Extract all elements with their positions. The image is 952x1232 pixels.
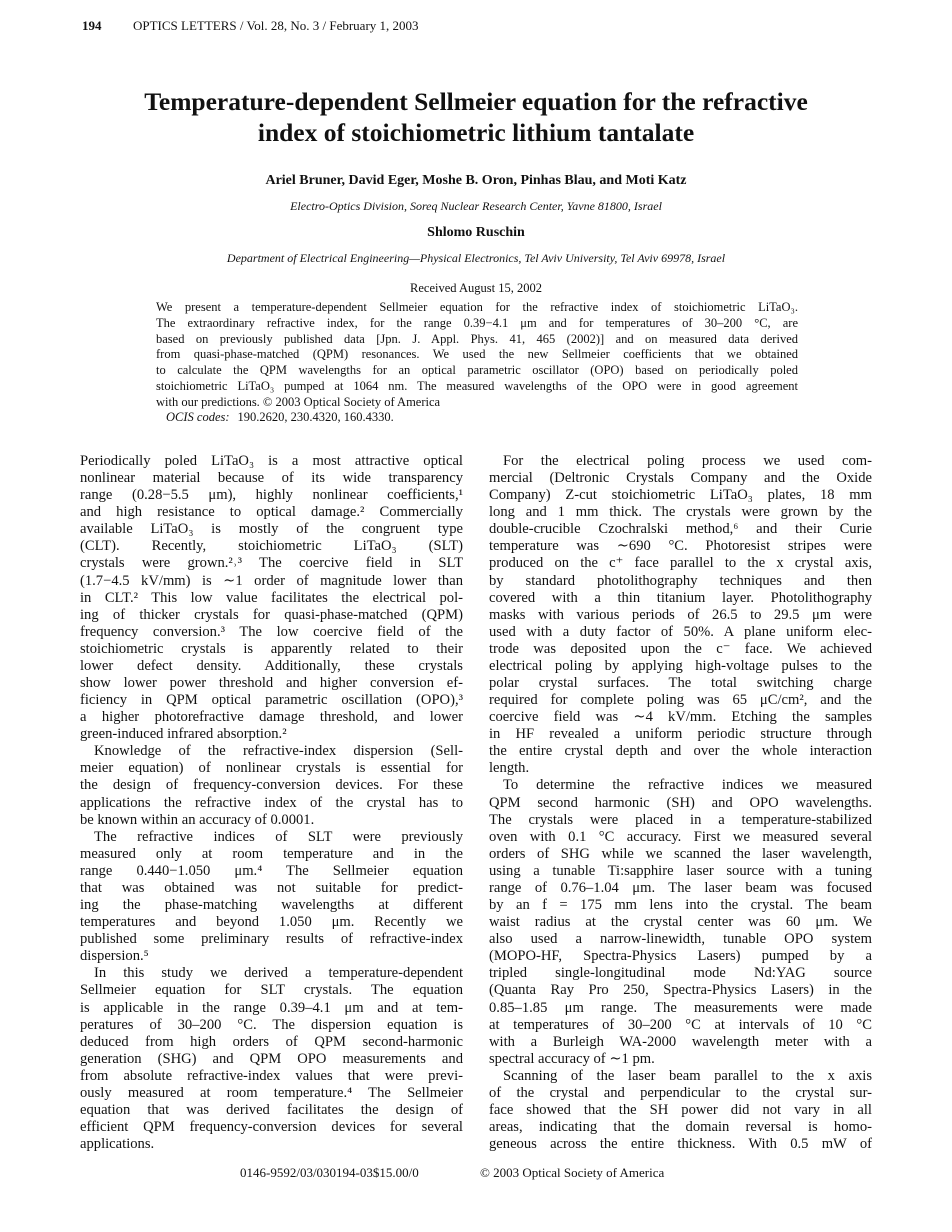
text-line: (Quanta Ray Pro 250, Spectra-Physics Lasers) in the bbox=[489, 982, 872, 999]
ocis-codes bbox=[166, 410, 394, 425]
text-line: be known within an accuracy of 0.0001. bbox=[80, 811, 315, 828]
authors: Shlomo Ruschin bbox=[427, 225, 525, 240]
text-line: show lower power threshold and higher conversion ef- bbox=[80, 675, 463, 692]
text-line: from quasi-phase-matched (QPM) resonances. We used the new Sellmeier coefficients that we obtained bbox=[156, 347, 798, 362]
text-line: Periodically poled LiTaO₃ is a most attractive optical bbox=[80, 453, 463, 469]
text-line: Knowledge of the refractive-index dispersion (Sell- bbox=[94, 743, 463, 760]
text-line: that was obtained was not suitable for predict- bbox=[80, 879, 463, 896]
text-line: electrical poling by applying high-voltage pulses to the bbox=[489, 657, 872, 674]
text-line: orders of SHG while we scanned the laser wavelength, bbox=[489, 845, 872, 862]
text-line: crystals were grown.²˒³ The coercive field in SLT bbox=[80, 555, 463, 572]
text-line: polar crystal surfaces. The total switching charge bbox=[489, 675, 872, 692]
text-line: covered with a thin titanium layer. Photolithography bbox=[489, 589, 872, 606]
text-line: ficiency in QPM optical parametric oscillation (OPO),³ bbox=[80, 692, 463, 709]
text-line: long and 1 mm thick. The crystals were grown by the bbox=[489, 504, 872, 521]
text-line: stoichiometric crystals is apparently related to their bbox=[80, 640, 463, 657]
text-line: applications the refractive index of the crystal has to bbox=[80, 794, 463, 811]
text-line: efficient QPM frequency-conversion devices for several bbox=[80, 1119, 463, 1136]
text-line: oven with 0.1 °C accuracy. First we measured several bbox=[489, 828, 872, 845]
text-line: We present a temperature-dependent Sellmeier equation for the refractive index of stoichiometric LiTaO₃. bbox=[156, 300, 798, 314]
text-line: green-induced infrared absorption.² bbox=[80, 726, 287, 743]
text-line: to calculate the QPM wavelengths for an optical parametric oscillator (OPO) based on periodically poled bbox=[156, 363, 798, 378]
abstract bbox=[156, 300, 798, 411]
text-line: tripled single-longitudinal mode Nd:YAG source bbox=[489, 965, 872, 982]
text-line: the entire crystal depth and over the whole interaction bbox=[489, 743, 872, 760]
page-number: 194 bbox=[82, 18, 102, 33]
body-column-left bbox=[80, 453, 463, 1153]
text-line: ing of thicker crystals for quasi-phase-matched (QPM) bbox=[80, 606, 463, 623]
text-line: waist radius at the crystal center was 60 μm. We bbox=[489, 914, 872, 931]
text-line: lower defect density. Additionally, these crystals bbox=[80, 657, 463, 674]
text-line: peratures of 30–200 °C. The dispersion equation is bbox=[80, 1016, 463, 1033]
text-line: The crystals were placed in a temperature-stabilized bbox=[489, 811, 872, 828]
text-line: face showed that the SH power did not vary in all bbox=[489, 1101, 872, 1118]
text-line: The refractive indices of SLT were previously bbox=[94, 828, 463, 845]
text-line: used with a duty factor of 50%. A plane uniform elec- bbox=[489, 623, 872, 640]
text-line: To determine the refractive indices we measured bbox=[503, 777, 872, 794]
text-line: range 0.440−1.050 μm.⁴ The Sellmeier equation bbox=[80, 862, 463, 879]
text-line: Company) Z-cut stoichiometric LiTaO₃ plates, 18 mm bbox=[489, 487, 872, 504]
text-line: also used a narrow-linewidth, tunable OPO system bbox=[489, 931, 872, 948]
text-line: spectral accuracy of ∼1 pm. bbox=[489, 1050, 655, 1067]
text-line: (MOPO-HF, Spectra-Physics Lasers) pumped by a bbox=[489, 948, 872, 965]
text-line: frequency conversion.³ The low coercive field of the bbox=[80, 623, 463, 640]
text-line: dispersion.⁵ bbox=[80, 948, 149, 965]
paper-title bbox=[0, 86, 952, 148]
ocis-label: OCIS codes: bbox=[166, 410, 230, 424]
text-line: and high resistance to optical damage.² Commercially bbox=[80, 504, 463, 521]
text-line: The extraordinary refractive index, for the range 0.39−4.1 μm and for temperatures of 30–200 °C, are bbox=[156, 315, 798, 330]
text-line: applications. bbox=[80, 1136, 155, 1153]
text-line: with our predictions. © 2003 Optical Society of America bbox=[156, 394, 441, 409]
text-line: For the electrical poling process we used com- bbox=[503, 453, 872, 469]
text-line: stoichiometric LiTaO₃ pumped at 1064 nm. The measured wavelengths of the OPO were in good agreement bbox=[156, 378, 798, 393]
footer-copyright: © 2003 Optical Society of America bbox=[480, 1165, 665, 1180]
text-line: coercive field was ∼4 kV/mm. Etching the samples bbox=[489, 709, 872, 726]
text-line: nonlinear material because of its wide transparency bbox=[80, 470, 463, 487]
text-line: QPM second harmonic (SH) and OPO wavelengths. bbox=[489, 794, 872, 811]
text-line: masks with various periods of 26.5 to 29.5 μm were bbox=[489, 606, 872, 623]
text-line: based on previously published data [Jpn. J. Appl. Phys. 41, 465 (2002)] and on measured data derived bbox=[156, 331, 798, 346]
text-line: areas, indicating that the domain reversal is homo- bbox=[489, 1119, 872, 1136]
received-date: Received August 15, 2002 bbox=[410, 281, 542, 295]
text-line: available LiTaO₃ is mostly of the congruent type bbox=[80, 521, 463, 538]
text-line: (CLT). Recently, stoichiometric LiTaO₃ (SLT) bbox=[80, 538, 463, 555]
text-line: Sellmeier equation for SLT crystals. The equation bbox=[80, 982, 463, 999]
text-line: range of 0.76–1.04 μm. The laser beam was focused bbox=[489, 879, 872, 896]
affiliation: Electro-Optics Division, Soreq Nuclear Research Center, Yavne 81800, Israel bbox=[290, 199, 662, 213]
text-line: mercial (Deltronic Crystals Company and the Oxide bbox=[489, 470, 872, 487]
text-line: at temperatures of 30–200 °C at intervals of 10 °C bbox=[489, 1016, 872, 1033]
text-line: generation (SHG) and QPM OPO measurements and bbox=[80, 1050, 463, 1067]
body-column-right bbox=[489, 453, 872, 1153]
text-line: Scanning of the laser beam parallel to the x axis bbox=[503, 1067, 872, 1084]
text-line: temperatures and beyond 1.050 μm. Recently we bbox=[80, 914, 463, 931]
text-line: geneous across the entire thickness. With 0.5 mW of bbox=[489, 1136, 872, 1153]
ocis-values: 190.2620, 230.4320, 160.4330. bbox=[237, 410, 394, 424]
text-line: produced on the c⁺ face parallel to the x crystal axis, bbox=[489, 555, 872, 572]
text-line: published some preliminary results of refractive-index bbox=[80, 931, 463, 948]
text-line: temperature was ∼690 °C. Photoresist stripes were bbox=[489, 538, 872, 555]
text-line: In this study we derived a temperature-dependent bbox=[94, 965, 463, 982]
text-line: ously measured at room temperature.⁴ The Sellmeier bbox=[80, 1084, 463, 1101]
authors: Ariel Bruner, David Eger, Moshe B. Oron, Pinhas Blau, and Moti Katz bbox=[265, 173, 687, 188]
affiliation: Department of Electrical Engineering—Physical Electronics, Tel Aviv University, Tel Aviv 69978, Israel bbox=[226, 251, 726, 265]
title-line: index of stoichiometric lithium tantalate bbox=[257, 118, 695, 147]
running-header: OPTICS LETTERS / Vol. 28, No. 3 / February 1, 2003 bbox=[133, 18, 419, 33]
text-line: by an f = 175 mm lens into the crystal. The beam bbox=[489, 897, 872, 914]
text-line: by standard photolithography techniques and then bbox=[489, 572, 872, 589]
text-line: in HF revealed a uniform periodic structure through bbox=[489, 726, 872, 743]
text-line: length. bbox=[489, 760, 530, 777]
text-line: required for complete poling was 65 μC/cm², and the bbox=[489, 692, 872, 709]
text-line: meier equation) of nonlinear crystals is essential for bbox=[80, 760, 463, 777]
text-line: with a Burleigh WA-2000 wavelength meter with a bbox=[489, 1033, 872, 1050]
text-line: of the crystal and perpendicular to the crystal sur- bbox=[489, 1084, 872, 1101]
text-line: 0.85–1.85 μm range. The measurements were made bbox=[489, 999, 872, 1016]
text-line: is applicable in the range 0.39–4.1 μm and at tem- bbox=[80, 999, 463, 1016]
text-line: in CLT.² This low value facilitates the electrical pol- bbox=[80, 589, 463, 606]
text-line: measured only at room temperature and in the bbox=[80, 845, 463, 862]
text-line: deduced from high orders of QPM second-harmonic bbox=[80, 1033, 463, 1050]
text-line: range (0.28−5.5 μm), highly nonlinear coefficients,¹ bbox=[80, 487, 463, 504]
text-line: a higher photorefractive damage threshold, and lower bbox=[80, 709, 463, 726]
text-line: the design of frequency-conversion devices. For these bbox=[80, 777, 463, 794]
footer-code: 0146-9592/03/030194-03$15.00/0 bbox=[240, 1165, 419, 1180]
text-line: (1.7−4.5 kV/mm) is ∼1 order of magnitude lower than bbox=[80, 572, 463, 589]
text-line: from absolute refractive-index values that were previ- bbox=[80, 1067, 463, 1084]
title-line: Temperature-dependent Sellmeier equation for the refractive bbox=[144, 87, 808, 116]
text-line: using a tunable Ti:sapphire laser source with a tuning bbox=[489, 862, 872, 879]
text-line: equation that was derived facilitates the design of bbox=[80, 1101, 463, 1118]
text-line: ing the phase-matching wavelengths at different bbox=[80, 897, 463, 914]
text-line: trode was deposited upon the c⁻ face. We achieved bbox=[489, 640, 872, 657]
text-line: double-crucible Czochralski method,⁶ and their Curie bbox=[489, 521, 872, 538]
